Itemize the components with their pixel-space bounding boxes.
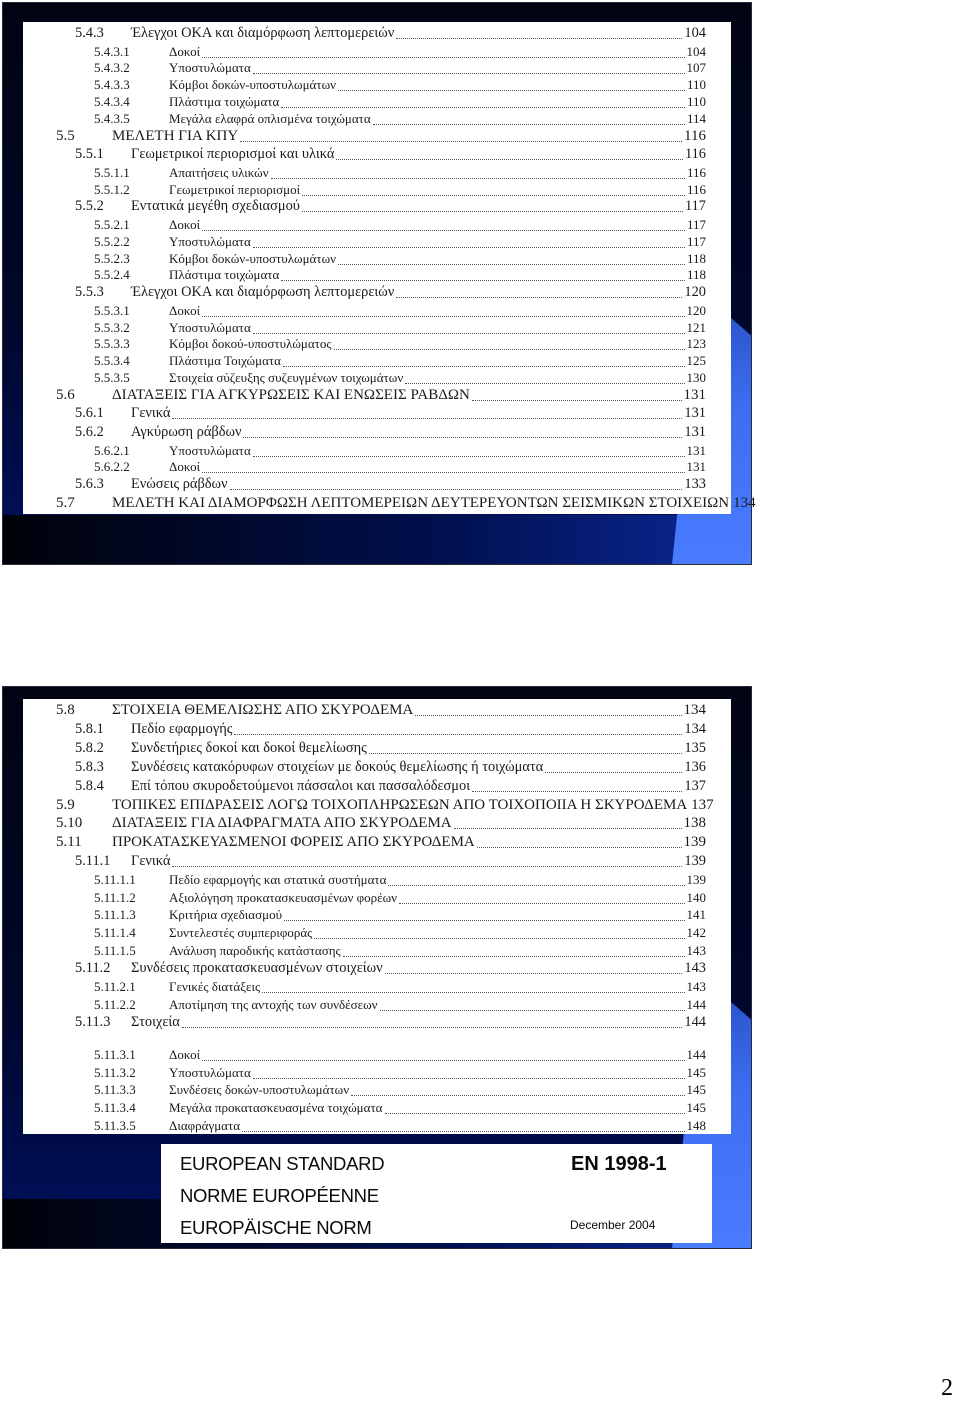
toc-row: [75, 740, 706, 758]
toc-number: 5.7: [56, 494, 75, 511]
toc-page-number: 125: [686, 353, 706, 369]
toc-leader-dots: [253, 246, 685, 248]
toc-leader-dots: [396, 37, 682, 39]
toc-leader-dots: [202, 56, 684, 58]
slide-1: [2, 2, 756, 565]
toc-leader-dots: [202, 315, 684, 317]
toc-leader-dots: [242, 1130, 684, 1132]
toc-page-number: 143: [686, 979, 706, 994]
toc-number: 5.8.4: [75, 777, 104, 794]
toc-row: [94, 267, 706, 285]
toc-leader-dots: [477, 846, 682, 848]
toc-number: 5.5.1.2: [94, 181, 130, 197]
toc-leader-dots: [380, 1009, 685, 1011]
toc-title: Συνδέσεις δοκών-υποστυλωμάτων: [169, 1082, 350, 1098]
toc-number: 5.11.3.4: [94, 1099, 136, 1115]
toc-row: [94, 925, 706, 943]
toc-title: Γενικά: [131, 405, 171, 422]
toc-number: 5.11.2.2: [94, 996, 136, 1012]
toc-page-number: 134: [683, 702, 706, 718]
toc-leader-dots: [314, 937, 684, 939]
toc-leader-dots: [271, 177, 685, 179]
toc-page-number: 116: [684, 146, 706, 163]
toc-title: Στοιχεία: [131, 1014, 180, 1031]
toc-row: [75, 960, 706, 978]
toc-scan-1: [23, 22, 756, 514]
toc-number: 5.11.3: [75, 1014, 111, 1031]
toc-page-number: 116: [686, 181, 706, 197]
toc-leader-dots: [262, 991, 684, 993]
toc-leader-dots: [396, 296, 682, 298]
toc-number: 5.5.2: [75, 198, 104, 215]
toc-title: Υποστυλώματα: [169, 442, 251, 458]
toc-number: 5.6: [56, 386, 75, 403]
toc-leader-dots: [472, 399, 682, 401]
toc-row: [75, 759, 706, 777]
toc-title: Επί τόπου σκυροδετούμενοι πάσσαλοι και πασσαλόδεσμοι: [131, 777, 471, 794]
toc-title: Αγκύρωση ράβδων: [131, 424, 242, 440]
toc-row: [94, 217, 706, 235]
toc-page-number: 117: [686, 233, 706, 249]
toc-row: [94, 997, 706, 1015]
toc-leader-dots: [351, 1094, 684, 1096]
toc-title: ΤΟΠΙΚΕΣ ΕΠΙΔΡΑΣΕΙΣ ΛΟΓΩ ΤΟΙΧΟΠΛΗΡΩΣΕΩΝ ΑΠΟ ΤΟΙΧΟΠΟΙΙΑ Η ΣΚΥΡΟΔΕΜΑ: [112, 796, 688, 813]
toc-leader-dots: [281, 279, 685, 281]
toc-leader-dots: [338, 89, 685, 91]
toc-row: [94, 60, 706, 78]
toc-leader-dots: [202, 229, 685, 231]
toc-number: 5.8: [56, 702, 75, 718]
toc-leader-dots: [385, 972, 683, 974]
toc-leader-dots: [182, 1026, 683, 1028]
toc-number: 5.5.2.3: [94, 250, 130, 266]
toc-title: Απαιτήσεις υλικών: [169, 164, 269, 180]
toc-page-number: 121: [686, 319, 706, 335]
toc-number: 5.5.2.1: [94, 217, 130, 232]
toc-row: [75, 853, 706, 871]
toc-row: [94, 370, 706, 388]
table-of-contents: [23, 699, 731, 1134]
toc-row: [94, 1082, 706, 1100]
toc-page-number: 138: [683, 815, 706, 832]
toc-row: [75, 405, 706, 423]
toc-number: 5.11.1.4: [94, 924, 136, 940]
toc-number: 5.5.2.4: [94, 267, 130, 283]
toc-title: Διαφράγματα: [169, 1117, 241, 1133]
toc-leader-dots: [369, 752, 683, 754]
toc-leader-dots: [202, 1059, 684, 1061]
toc-row: [94, 320, 706, 338]
toc-title: Γεωμετρικοί περιορισμοί: [169, 181, 301, 197]
toc-leader-dots: [253, 1077, 685, 1079]
toc-row: [94, 1065, 706, 1083]
toc-leader-dots: [253, 332, 685, 334]
toc-title: Έλεγχοι ΟΚΑ και διαμόρφωση λεπτομερειών: [131, 25, 395, 41]
toc-number: 5.5.3: [75, 284, 104, 301]
toc-row: [94, 336, 706, 354]
toc-row: [94, 303, 706, 321]
toc-page-number: 118: [686, 267, 706, 283]
toc-page-number: 131: [686, 442, 706, 458]
toc-number: 5.5.3.3: [94, 336, 130, 352]
toc-leader-dots: [234, 733, 682, 735]
toc-page-number: 131: [686, 459, 706, 475]
toc-leader-dots: [454, 827, 682, 829]
toc-page-number: 130: [686, 370, 706, 385]
standard-date: December 2004: [570, 1218, 656, 1232]
toc-number: 5.4.3.3: [94, 77, 130, 93]
toc-leader-dots: [302, 194, 685, 196]
toc-number: 5.11.1: [75, 853, 111, 870]
toc-page-number: 117: [686, 217, 706, 232]
toc-page-number: 137: [684, 777, 706, 794]
toc-page-number: 134: [684, 720, 706, 737]
toc-row: [56, 834, 706, 852]
slide-footer-band: [2, 515, 752, 565]
toc-page-number: 131: [683, 386, 706, 403]
toc-number: 5.11.1.5: [94, 942, 136, 958]
toc-page-number: 148: [686, 1117, 706, 1133]
toc-title: Μεγάλα ελαφρά οπλισμένα τοιχώματα: [169, 110, 371, 126]
toc-number: 5.11.2: [75, 960, 111, 977]
toc-title: Μεγάλα προκατασκευασμένα τοιχώματα: [169, 1099, 383, 1115]
toc-page-number: 134: [733, 494, 756, 511]
toc-title: Δοκοί: [169, 43, 201, 59]
toc-leader-dots: [240, 140, 682, 142]
toc-page-number: 145: [686, 1064, 706, 1080]
toc-row: [94, 251, 706, 269]
toc-page-number: 116: [684, 127, 706, 144]
standard-code: EN 1998-1: [571, 1153, 667, 1175]
toc-title: ΔΙΑΤΑΞΕΙΣ ΓΙΑ ΑΓΚΥΡΩΣΕΙΣ ΚΑΙ ΕΝΩΣΕΙΣ ΡΑΒΔΩΝ: [112, 386, 470, 403]
standard-title-card: [161, 1144, 712, 1243]
toc-title: ΠΡΟΚΑΤΑΣΚΕΥΑΣΜΕΝΟΙ ΦΟΡΕΙΣ ΑΠΟ ΣΚΥΡΟΔΕΜΑ: [112, 834, 475, 851]
toc-row: [94, 77, 706, 95]
toc-row: [94, 182, 706, 200]
toc-title: Στοιχεία σύζευξης συζευγμένων τοιχωμάτων: [169, 370, 404, 385]
toc-leader-dots: [253, 455, 685, 457]
toc-page-number: 136: [684, 758, 706, 775]
toc-leader-dots: [302, 210, 683, 212]
toc-row: [56, 387, 706, 405]
toc-title: Κριτήρια σχεδιασμού: [169, 907, 283, 923]
toc-title: Πλάστιμα Τοιχώματα: [169, 353, 281, 369]
toc-page-number: 139: [683, 834, 706, 851]
toc-title: Αξιολόγηση προκατασκευασμένων φορέων: [169, 889, 398, 905]
toc-leader-dots: [405, 382, 684, 384]
toc-leader-dots: [399, 902, 684, 904]
toc-number: 5.6.3: [75, 476, 104, 493]
toc-row: [94, 94, 706, 112]
toc-leader-dots: [253, 72, 685, 74]
toc-number: 5.6.2.1: [94, 442, 130, 458]
toc-title: Συντελεστές συμπεριφοράς: [169, 924, 313, 940]
toc-leader-dots: [343, 955, 685, 957]
toc-leader-dots: [336, 158, 683, 160]
toc-title: Δοκοί: [169, 459, 201, 475]
toc-number: 5.5.3.1: [94, 302, 130, 318]
toc-number: 5.5.1: [75, 146, 104, 163]
toc-number: 5.11.2.1: [94, 979, 136, 994]
toc-leader-dots: [388, 884, 684, 886]
toc-title: Πεδίο εφαρμογής: [131, 720, 233, 737]
toc-number: 5.5.3.5: [94, 370, 130, 385]
toc-leader-dots: [284, 919, 684, 921]
toc-row: [94, 443, 706, 461]
toc-page-number: 104: [684, 25, 706, 41]
standard-name-de: EUROPÄISCHE NORM: [180, 1217, 372, 1238]
toc-title: Δοκοί: [169, 1047, 201, 1063]
toc-page-number: 123: [686, 336, 706, 352]
toc-page-number: 139: [684, 853, 706, 870]
toc-leader-dots: [172, 417, 682, 419]
toc-title: ΜΕΛΕΤΗ ΓΙΑ ΚΠΥ: [112, 127, 239, 144]
toc-title: Εντατικά μεγέθη σχεδιασμού: [131, 198, 300, 215]
toc-scan-2: [23, 699, 731, 1134]
slide-2: [2, 686, 752, 1249]
toc-title: Δοκοί: [169, 217, 201, 232]
toc-number: 5.11.1.2: [94, 889, 136, 905]
standard-name-en: EUROPEAN STANDARD: [180, 1153, 385, 1174]
table-of-contents: [23, 22, 756, 514]
toc-row: [75, 146, 706, 164]
toc-page-number: 145: [686, 1099, 706, 1115]
toc-page-number: 144: [684, 1014, 706, 1031]
toc-row: [75, 25, 706, 43]
toc-leader-dots: [373, 123, 685, 125]
toc-row: [75, 721, 706, 739]
toc-row: [75, 284, 706, 302]
toc-number: 5.5.3.4: [94, 353, 130, 369]
toc-page-number: 140: [686, 889, 706, 905]
toc-number: 5.4.3.5: [94, 110, 130, 126]
toc-leader-dots: [545, 771, 682, 773]
toc-number: 5.6.2.2: [94, 459, 130, 475]
toc-page-number: 143: [686, 942, 706, 958]
toc-page-number: 145: [686, 1082, 706, 1098]
toc-page-number: 137: [691, 796, 714, 813]
toc-row: [75, 198, 706, 216]
toc-number: 5.6.1: [75, 405, 104, 422]
toc-page-number: 120: [686, 302, 706, 318]
toc-page-number: 110: [686, 77, 706, 93]
toc-row: [94, 872, 706, 890]
toc-row: [94, 111, 706, 129]
toc-number: 5.5.1.1: [94, 164, 130, 180]
toc-row: [94, 234, 706, 252]
toc-title: Κόμβοι δοκών-υποστυλωμάτων: [169, 250, 337, 266]
toc-title: Συνδέσεις προκατασκευασμένων στοιχείων: [131, 960, 383, 977]
toc-row: [56, 815, 706, 833]
toc-title: Υποστυλώματα: [169, 233, 251, 249]
toc-row: [56, 128, 706, 146]
toc-number: 5.11: [56, 834, 82, 851]
toc-title: Συνδετήριες δοκοί και δοκοί θεμελίωσης: [131, 739, 367, 756]
toc-page-number: 116: [686, 164, 706, 180]
toc-row: [56, 796, 714, 815]
toc-page-number: 118: [686, 250, 706, 266]
toc-title: Έλεγχοι ΟΚΑ και διαμόρφωση λεπτομερειών: [131, 284, 395, 301]
toc-page-number: 141: [686, 907, 706, 923]
toc-page-number: 131: [684, 424, 706, 440]
toc-row: [75, 778, 706, 796]
toc-number: 5.11.3.1: [94, 1047, 136, 1063]
toc-number: 5.5: [56, 127, 75, 144]
toc-number: 5.6.2: [75, 424, 104, 440]
toc-page-number: 142: [686, 924, 706, 940]
toc-title: Πεδίο εφαρμογής και στατικά συστήματα: [169, 872, 387, 888]
toc-page-number: 144: [686, 996, 706, 1012]
toc-page-number: 107: [686, 60, 706, 76]
toc-number: 5.8.1: [75, 720, 104, 737]
toc-page-number: 114: [686, 110, 706, 126]
toc-row: [75, 476, 706, 494]
toc-page-number: 131: [684, 405, 706, 422]
toc-title: Γενικά: [131, 853, 171, 870]
toc-leader-dots: [338, 263, 685, 265]
toc-leader-dots: [230, 488, 683, 490]
toc-number: 5.11.3.3: [94, 1082, 136, 1098]
toc-leader-dots: [202, 471, 684, 473]
toc-page-number: 143: [684, 960, 706, 977]
toc-title: Γενικές διατάξεις: [169, 979, 261, 994]
toc-number: 5.4.3: [75, 25, 104, 41]
toc-leader-dots: [243, 436, 682, 438]
toc-leader-dots: [281, 106, 685, 108]
toc-row: [94, 353, 706, 371]
toc-title: Υποστυλώματα: [169, 60, 251, 76]
toc-title: Δοκοί: [169, 302, 201, 318]
toc-row: [56, 702, 706, 720]
toc-title: Αποτίμηση της αντοχής των συνδέσεων: [169, 996, 378, 1012]
toc-page-number: 104: [686, 43, 706, 59]
toc-title: Γεωμετρικοί περιορισμοί και υλικά: [131, 146, 335, 163]
toc-leader-dots: [283, 365, 685, 367]
toc-row: [56, 494, 756, 513]
toc-page-number: 117: [684, 198, 706, 215]
toc-number: 5.5.2.2: [94, 233, 130, 249]
toc-row: [94, 459, 706, 477]
toc-leader-dots: [415, 714, 681, 716]
toc-title: Κόμβοι δοκού-υποστυλώματος: [169, 336, 332, 352]
page-number: 2: [941, 1375, 953, 1401]
toc-number: 5.11.3.2: [94, 1064, 136, 1080]
toc-row: [94, 1047, 706, 1065]
toc-number: 5.4.3.4: [94, 94, 130, 109]
toc-number: 5.11.1.3: [94, 907, 136, 923]
toc-page-number: 133: [684, 476, 706, 493]
toc-title: ΔΙΑΤΑΞΕΙΣ ΓΙΑ ΔΙΑΦΡΑΓΜΑΤΑ ΑΠΟ ΣΚΥΡΟΔΕΜΑ: [112, 815, 452, 832]
toc-page-number: 144: [686, 1047, 706, 1063]
toc-number: 5.5.3.2: [94, 319, 130, 335]
toc-row: [94, 1118, 706, 1136]
toc-title: ΣΤΟΙΧΕΙΑ ΘΕΜΕΛΙΩΣΗΣ ΑΠΟ ΣΚΥΡΟΔΕΜΑ: [112, 702, 414, 718]
toc-leader-dots: [172, 865, 682, 867]
toc-title: Πλάστιμα τοιχώματα: [169, 94, 280, 109]
toc-row: [75, 424, 706, 442]
toc-number: 5.11.1.1: [94, 872, 136, 888]
toc-number: 5.9: [56, 796, 75, 813]
toc-number: 5.8.2: [75, 739, 104, 756]
toc-leader-dots: [334, 348, 685, 350]
toc-row: [75, 1014, 706, 1032]
toc-number: 5.4.3.2: [94, 60, 130, 76]
toc-title: Υποστυλώματα: [169, 1064, 251, 1080]
toc-title: Κόμβοι δοκών-υποστυλωμάτων: [169, 77, 337, 93]
toc-page-number: 135: [684, 739, 706, 756]
toc-row: [94, 44, 706, 62]
toc-title: Πλάστιμα τοιχώματα: [169, 267, 280, 283]
toc-page-number: 110: [686, 94, 706, 109]
toc-number: 5.11.3.5: [94, 1117, 136, 1133]
toc-row: [94, 943, 706, 961]
toc-number: 5.4.3.1: [94, 43, 130, 59]
toc-page-number: 120: [684, 284, 706, 301]
toc-title: Συνδέσεις κατακόρυφων στοιχείων με δοκούς θεμελίωσης ή τοιχώματα: [131, 758, 544, 775]
toc-row: [94, 907, 706, 925]
toc-row: [94, 890, 706, 908]
toc-number: 5.8.3: [75, 758, 104, 775]
toc-title: ΜΕΛΕΤΗ ΚΑΙ ΔΙΑΜΟΡΦΩΣΗ ΛΕΠΤΟΜΕΡΕΙΩΝ ΔΕΥΤΕΡΕΥΟΝΤΩΝ ΣΕΙΣΜΙΚΩΝ ΣΤΟΙΧΕΙΩΝ: [112, 494, 730, 511]
toc-row: [94, 979, 706, 997]
toc-row: [94, 165, 706, 183]
toc-row: [94, 1100, 706, 1118]
toc-leader-dots: [385, 1112, 685, 1114]
toc-title: Ανάλυση παροδικής κατάστασης: [169, 942, 341, 958]
standard-name-fr: NORME EUROPÉENNE: [180, 1185, 379, 1206]
toc-number: 5.10: [56, 815, 83, 832]
toc-page-number: 139: [686, 872, 706, 888]
toc-title: Ενώσεις ράβδων: [131, 476, 228, 493]
toc-title: Υποστυλώματα: [169, 319, 251, 335]
toc-leader-dots: [472, 790, 682, 792]
